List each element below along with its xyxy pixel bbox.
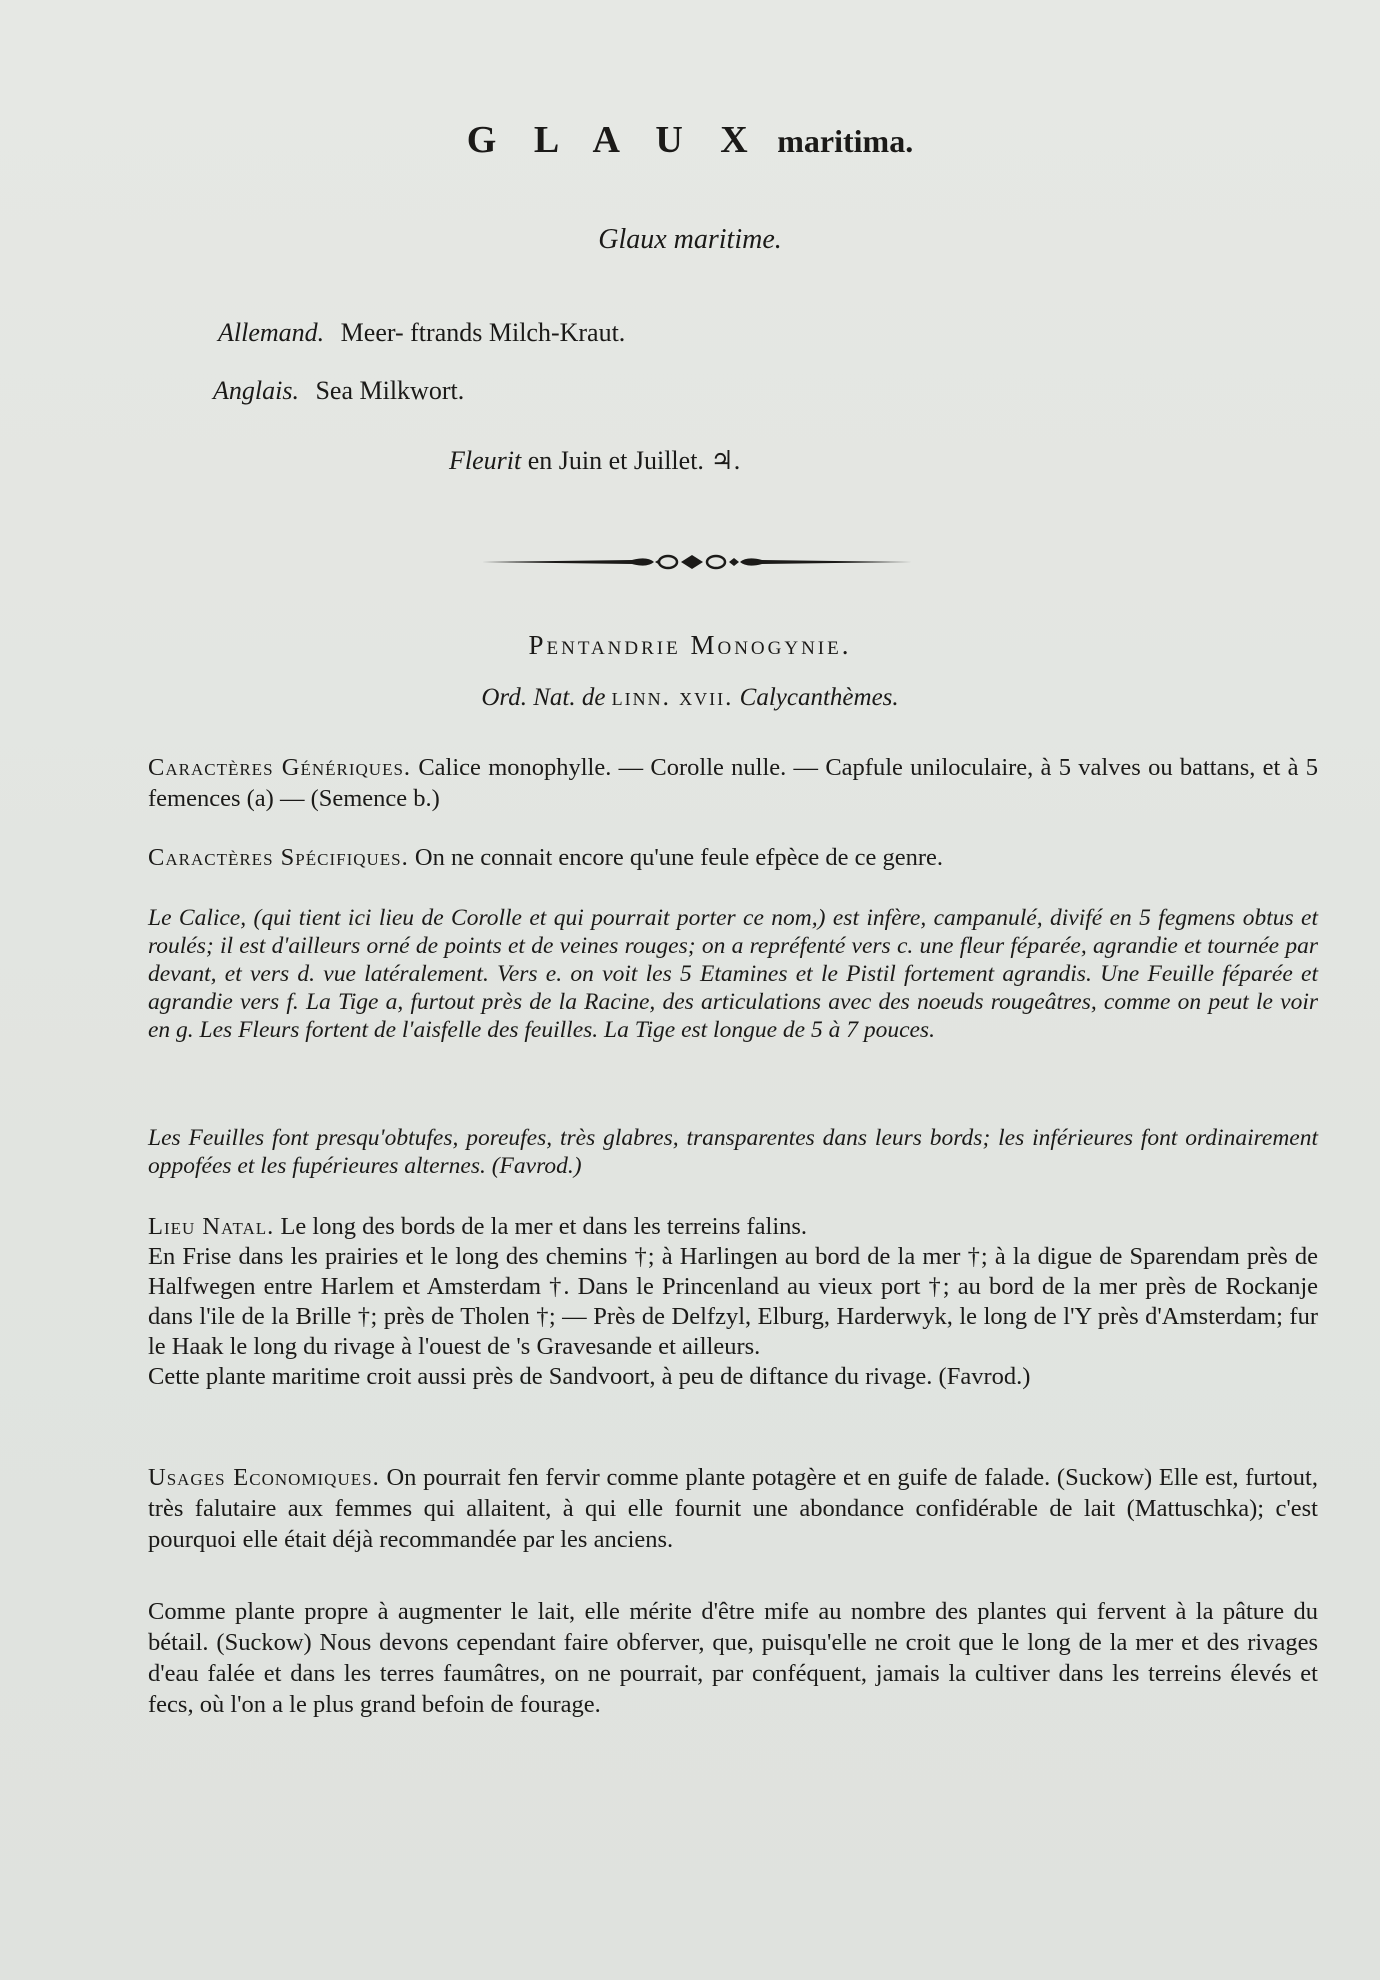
economic-uses xyxy=(148,1462,1318,1555)
vernacular-lang: Anglais. xyxy=(213,376,299,405)
habitat-locations: En Frise dans les prairies et le long des chemins †; à Harlingen au bord de la mer †; à la digue de Sparendam près de Halfwegen entre Harlem et Amsterdam †. Dans le Princenland au vieux port †; au bord de la mer près de Rockanje dans l'ile de la Brille †; près de Tholen †; — Près de Delfzyl, Elburg, Harderwyk, le long de l'Y près d'Amsterdam; fur le Haak le long du rivage à l'ouest de 's Gravesande et ailleurs. xyxy=(148,1243,1318,1360)
section-heading: Caractères Spécifiques. xyxy=(148,844,409,871)
vernacular-lang: Allemand. xyxy=(218,318,325,347)
natural-habitat xyxy=(148,1212,1318,1392)
section-heading: Caractères Génériques. xyxy=(148,754,412,781)
section-heading: Usages Economiques. xyxy=(148,1464,380,1491)
page-title xyxy=(0,118,1380,162)
genus-name: G L A U X xyxy=(466,119,762,161)
species-name: maritima. xyxy=(777,123,914,159)
section-text: Calice monophylle. — Corolle nulle. — Capfule uniloculaire, à 5 valves ou battans, et à 5 femences (a) — (Semence b.) xyxy=(148,754,1319,812)
vernacular-name: Meer- ftrands Milch-Kraut. xyxy=(340,318,626,347)
flowering-period xyxy=(449,446,740,476)
flowering-lead: Fleurit xyxy=(449,446,522,475)
plant-description: Le Calice, (qui tient ici lieu de Corolle et qui pourrait porter ce nom,) est infère, campanulé, divifé en 5 fegmens obtus et roulés; il est d'ailleurs orné de points et de veines rouges; on a repréfenté vers c. une fleur féparée, agrandie et tournée par devant, et vers d. vue latéralement. Vers e. on voit les 5 Etamines et le Pistil fortement agrandis. Une Feuille féparée et agrandie vers f. La Tige a, furtout près de la Racine, des articulations avec des noeuds rougeâtres, comme on peut le voir en g. Les Fleurs fortent de l'aisfelle des feuilles. La Tige est longue de 5 à 7 pouces. xyxy=(148,905,1318,1043)
french-name: Glaux maritime. xyxy=(598,224,782,255)
habitat-intro: Le long des bords de la mer et dans les terreins falins. xyxy=(280,1213,808,1240)
specific-characters xyxy=(148,842,1318,873)
order-name: Calycanthèmes. xyxy=(739,684,899,711)
ornament-divider xyxy=(482,548,912,576)
section-text: On ne connait encore qu'une feule efpèce de ce genre. xyxy=(414,844,944,871)
generic-characters xyxy=(148,752,1318,814)
leaves-description: Les Feuilles font presqu'obtufes, poreufes, très glabres, transparentes dans leurs bords; les inférieures font ordinairement oppofées et les fupérieures alternes. (Favrod.) xyxy=(148,1125,1318,1179)
economic-uses-continued: Comme plante propre à augmenter le lait, elle mérite d'être mife au nombre des plantes qui fervent à la pâture du bétail. (Suckow) Nous devons cependant faire obferver, que, puisqu'elle ne croit que le long de la mer et des rivages d'eau falée et dans les terres faumâtres, on ne pourrait, par conféquent, jamais la cultiver dans les terreins élevés et fecs, où l'on a le plus grand befoin de fourage. xyxy=(148,1598,1318,1718)
section-text: On pourrait fen fervir comme plante potagère et en guife de falade. (Suckow) Elle est, furtout, très falutaire aux femmes qui allaitent, à qui elle fournit une abondance confidérable de lait (Mattuschka); c'est pourquoi elle était déjà recommandée par les anciens. xyxy=(148,1464,1318,1553)
flowering-text: en Juin et Juillet. ♃. xyxy=(527,446,741,475)
natural-order xyxy=(0,684,1380,712)
section-heading: Lieu Natal. xyxy=(148,1213,275,1240)
order-author: linn. xvii. xyxy=(611,684,734,711)
vernacular-german xyxy=(218,318,625,348)
classification-system: Pentandrie Monogynie. xyxy=(528,630,852,660)
vernacular-english xyxy=(213,376,464,406)
habitat-extra: Cette plante maritime croit aussi près de Sandvoort, à peu de diftance du rivage. (Favrod.) xyxy=(148,1363,1031,1390)
vernacular-name: Sea Milkwort. xyxy=(315,376,465,405)
order-prefix: Ord. Nat. de xyxy=(481,684,606,711)
